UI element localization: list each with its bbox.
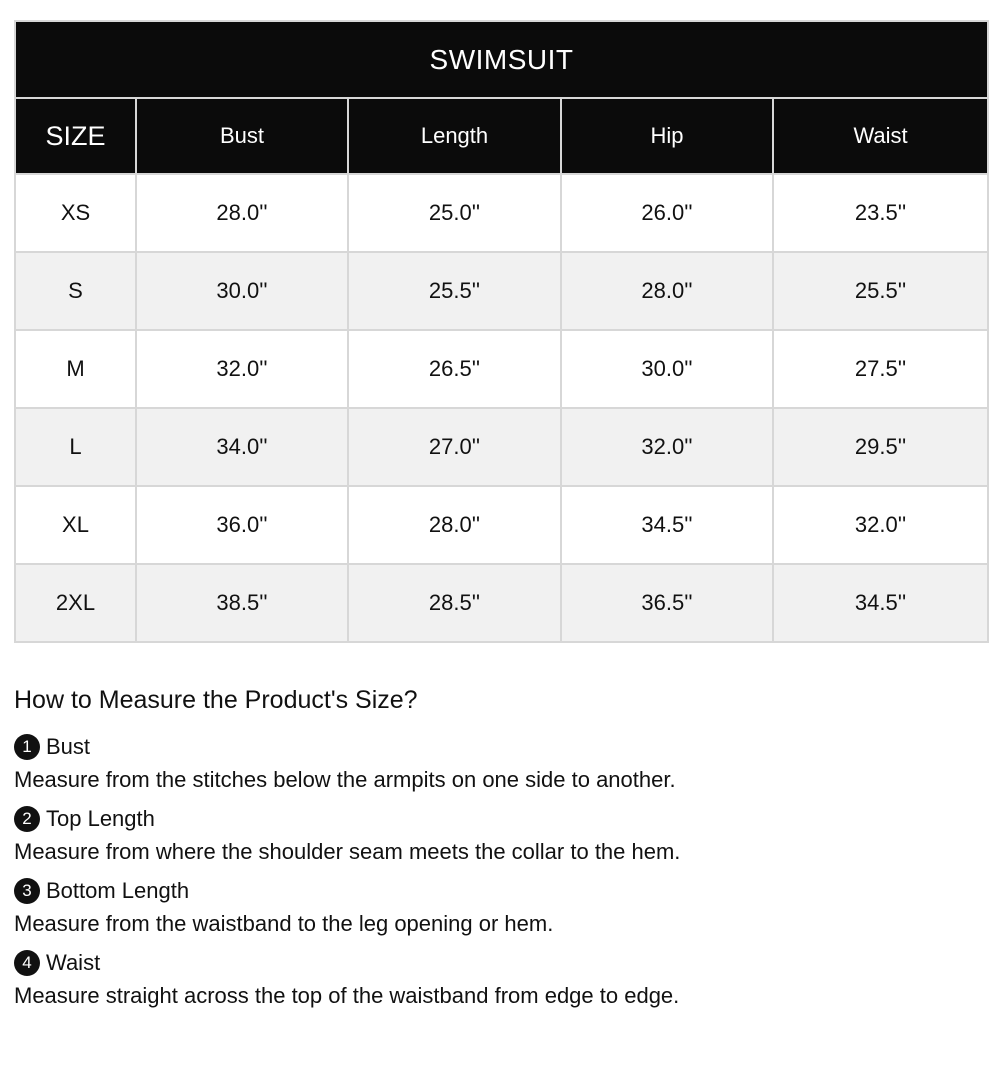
table-row — [15, 408, 988, 486]
cell-length: 27.0'' — [348, 408, 561, 486]
column-header-size: SIZE — [15, 98, 136, 174]
cell-size: M — [15, 330, 136, 408]
number-two-icon: 2 — [14, 806, 40, 832]
cell-size: S — [15, 252, 136, 330]
cell-hip: 26.0'' — [561, 174, 773, 252]
size-chart-table — [14, 20, 989, 643]
cell-length: 26.5'' — [348, 330, 561, 408]
number-four-icon: 4 — [14, 950, 40, 976]
column-header-length: Length — [348, 98, 561, 174]
cell-bust: 30.0'' — [136, 252, 348, 330]
measure-heading: How to Measure the Product's Size? — [14, 686, 418, 714]
cell-size: L — [15, 408, 136, 486]
cell-bust: 38.5'' — [136, 564, 348, 642]
number-one-icon: 1 — [14, 734, 40, 760]
measure-item-label: Waist — [46, 950, 101, 975]
cell-length: 28.5'' — [348, 564, 561, 642]
table-header-row — [15, 98, 988, 174]
table-row — [15, 174, 988, 252]
table-row — [15, 330, 988, 408]
table-title-row — [15, 21, 988, 98]
cell-waist: 34.5'' — [773, 564, 988, 642]
cell-size: XS — [15, 174, 136, 252]
cell-length: 25.0'' — [348, 174, 561, 252]
cell-bust: 34.0'' — [136, 408, 348, 486]
table-row — [15, 564, 988, 642]
measure-item-label: Top Length — [46, 806, 155, 831]
measure-item-title — [14, 947, 974, 979]
measure-item-label: Bust — [46, 734, 91, 759]
cell-waist: 27.5'' — [773, 330, 988, 408]
cell-bust: 28.0'' — [136, 174, 348, 252]
measure-item-bust — [14, 731, 974, 797]
measure-item-title — [14, 731, 974, 763]
measure-item-label: Bottom Length — [46, 878, 190, 903]
cell-waist: 25.5'' — [773, 252, 988, 330]
cell-length: 28.0'' — [348, 486, 561, 564]
measure-item-waist — [14, 947, 974, 1013]
cell-size: XL — [15, 486, 136, 564]
table-row — [15, 486, 988, 564]
cell-hip: 32.0'' — [561, 408, 773, 486]
cell-hip: 34.5'' — [561, 486, 773, 564]
measure-item-description: Measure from the stitches below the armpits on one side to another. — [14, 767, 676, 792]
measure-item-title — [14, 875, 974, 907]
number-three-icon: 3 — [14, 878, 40, 904]
cell-length: 25.5'' — [348, 252, 561, 330]
column-header-bust: Bust — [136, 98, 348, 174]
measure-guide — [14, 683, 974, 1019]
table-row — [15, 252, 988, 330]
column-header-hip: Hip — [561, 98, 773, 174]
measure-item-description: Measure from where the shoulder seam meets the collar to the hem. — [14, 839, 681, 864]
table-title: SWIMSUIT — [15, 21, 988, 98]
cell-waist: 29.5'' — [773, 408, 988, 486]
cell-size: 2XL — [15, 564, 136, 642]
measure-item-title — [14, 803, 974, 835]
cell-hip: 28.0'' — [561, 252, 773, 330]
cell-bust: 36.0'' — [136, 486, 348, 564]
measure-item-description: Measure straight across the top of the waistband from edge to edge. — [14, 983, 680, 1008]
cell-hip: 30.0'' — [561, 330, 773, 408]
cell-hip: 36.5'' — [561, 564, 773, 642]
cell-waist: 32.0'' — [773, 486, 988, 564]
measure-item-top-length — [14, 803, 974, 869]
cell-bust: 32.0'' — [136, 330, 348, 408]
measure-item-description: Measure from the waistband to the leg opening or hem. — [14, 911, 554, 936]
measure-item-bottom-length — [14, 875, 974, 941]
column-header-waist: Waist — [773, 98, 988, 174]
cell-waist: 23.5'' — [773, 174, 988, 252]
